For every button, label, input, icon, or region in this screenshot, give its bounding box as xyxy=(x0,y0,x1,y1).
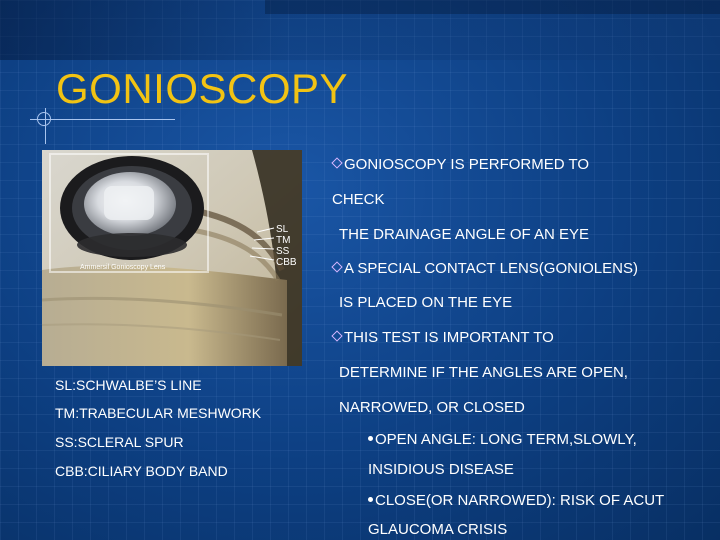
body-line-7: DETERMINE IF THE ANGLES ARE OPEN, xyxy=(339,364,628,381)
body-line-11 xyxy=(368,491,664,511)
dot-bullet-icon xyxy=(368,497,373,502)
photo-label-cbb: CBB xyxy=(276,257,297,268)
body-line-3: THE DRAINAGE ANGLE OF AN EYE xyxy=(339,226,590,243)
lens-caption: Ammersil Gonioscopy Lens xyxy=(80,264,166,271)
title-crosshair-ring xyxy=(37,112,51,126)
body-line-10: INSIDIOUS DISEASE xyxy=(368,461,514,478)
legend-tm: TM:TRABECULAR MESHWORK xyxy=(55,405,262,421)
body-line-6 xyxy=(332,328,554,348)
photo-label-tm: TM xyxy=(276,235,291,246)
body-line-9 xyxy=(368,430,637,450)
photo-label-ss: SS xyxy=(276,246,290,257)
body-line-6-text: THIS TEST IS IMPORTANT TO xyxy=(344,329,554,346)
gonioscopy-photo-graphic xyxy=(42,150,302,366)
legend-sl: SL:SCHWALBE’S LINE xyxy=(55,377,202,393)
body-line-12: GLAUCOMA CRISIS xyxy=(368,521,508,538)
diamond-bullet-icon xyxy=(331,157,342,168)
top-band-accent xyxy=(265,0,720,14)
body-line-2: CHECK xyxy=(332,191,385,208)
dot-bullet-icon xyxy=(368,436,373,441)
slide-title: GONIOSCOPY xyxy=(56,65,349,112)
body-line-9-text: OPEN ANGLE: LONG TERM,SLOWLY, xyxy=(375,431,637,448)
gonioscopy-photo xyxy=(42,150,302,366)
photo-label-sl: SL xyxy=(276,224,289,235)
body-line-5: IS PLACED ON THE EYE xyxy=(339,294,513,311)
title-underline xyxy=(30,119,175,120)
body-line-1 xyxy=(332,155,589,175)
body-line-4 xyxy=(332,259,638,279)
legend-ss: SS:SCLERAL SPUR xyxy=(55,434,184,450)
diamond-bullet-icon xyxy=(331,261,342,272)
body-line-8: NARROWED, OR CLOSED xyxy=(339,399,525,416)
body-line-1-text: GONIOSCOPY IS PERFORMED TO xyxy=(344,156,590,173)
legend-cbb: CBB:CILIARY BODY BAND xyxy=(55,463,228,479)
diamond-bullet-icon xyxy=(331,330,342,341)
body-line-11-text: CLOSE(OR NARROWED): RISK OF ACUT xyxy=(375,492,665,509)
body-line-4-text: A SPECIAL CONTACT LENS(GONIOLENS) xyxy=(344,260,638,277)
